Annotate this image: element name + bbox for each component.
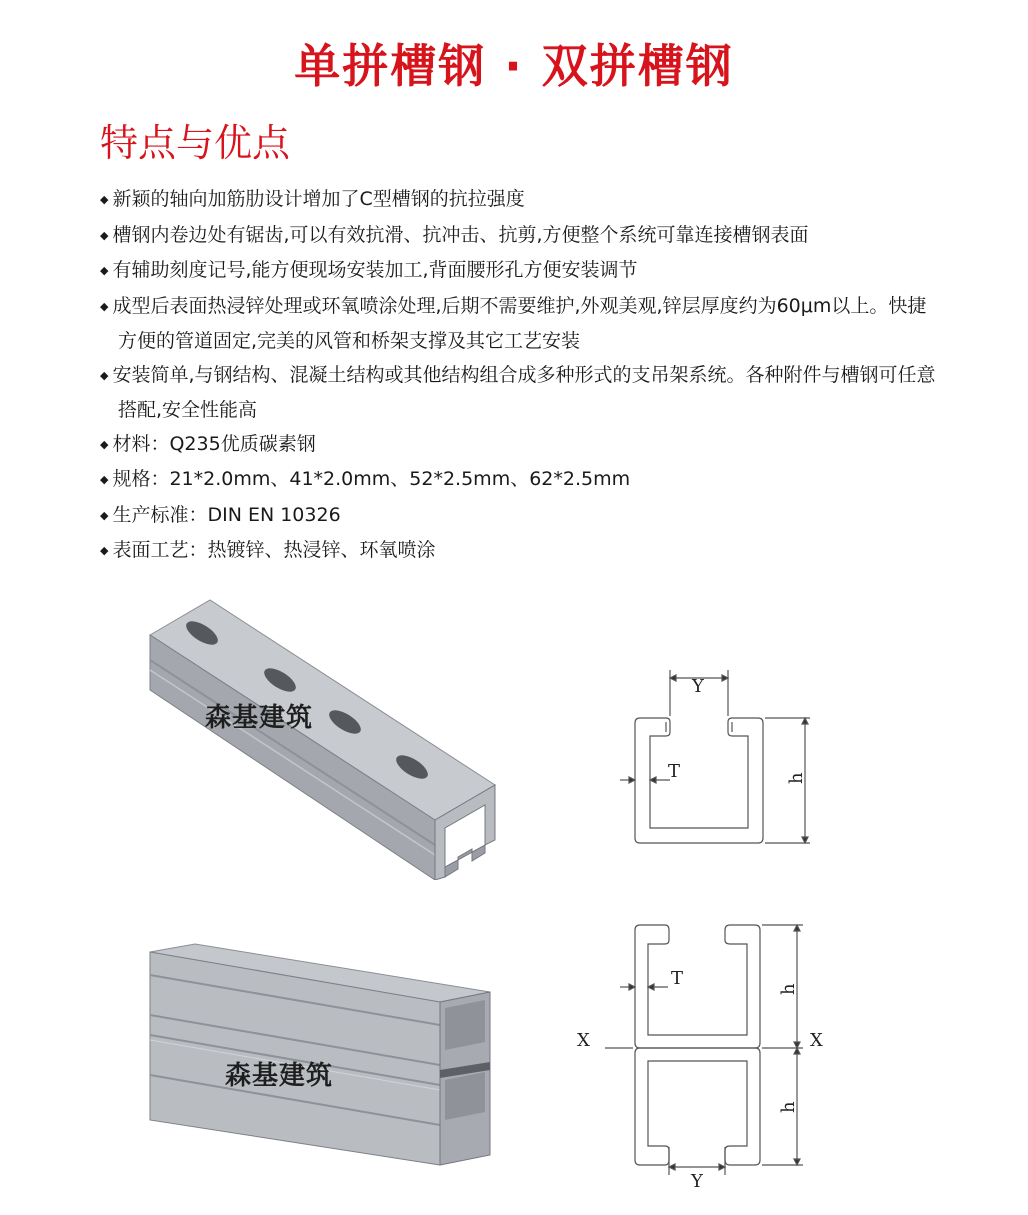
dim-y-label: Y bbox=[691, 1171, 703, 1190]
dim-h-lower-label: h bbox=[778, 1101, 799, 1113]
double-channel-illustration bbox=[140, 930, 500, 1170]
feature-item: ◆ 新颖的轴向加筋肋设计增加了C型槽钢的抗拉强度 bbox=[100, 183, 940, 219]
feature-item: ◆ 安装简单,与钢结构、混凝土结构或其他结构组合成多种形式的支吊架系统。各种附件与槽钢可任意搭配,安全性能高 bbox=[100, 359, 940, 428]
dim-y-label: Y bbox=[692, 676, 704, 697]
feature-item: ◆ 成型后表面热浸锌处理或环氧喷涂处理,后期不需要维护,外观美观,锌层厚度约为60μm以上。快捷方便的管道固定,完美的风管和桥架支撑及其它工艺安装 bbox=[100, 290, 940, 359]
feature-item: ◆ 表面工艺：热镀锌、热浸锌、环氧喷涂 bbox=[100, 534, 940, 570]
dim-h-label: h bbox=[786, 772, 807, 784]
single-channel-diagram bbox=[610, 660, 830, 855]
feature-item: ◆ 槽钢内卷边处有锯齿,可以有效抗滑、抗冲击、抗剪,方便整个系统可靠连接槽钢表面 bbox=[100, 219, 940, 255]
page-title: 单拼槽钢 · 双拼槽钢 bbox=[294, 39, 734, 93]
watermark-single: 森基建筑 bbox=[205, 703, 314, 733]
feature-item: ◆ 生产标准：DIN EN 10326 bbox=[100, 499, 940, 535]
dim-h-upper-label: h bbox=[778, 983, 799, 995]
watermark-double: 森基建筑 bbox=[225, 1061, 334, 1091]
dim-t-label: T bbox=[671, 968, 684, 989]
feature-list bbox=[100, 183, 940, 570]
section-subtitle: 特点与优点 bbox=[100, 121, 291, 165]
single-channel-illustration bbox=[140, 595, 500, 880]
axis-x-right-label: X bbox=[810, 1030, 823, 1051]
feature-item: ◆ 规格：21*2.0mm、41*2.0mm、52*2.5mm、62*2.5mm bbox=[100, 463, 940, 499]
dim-t-label: T bbox=[668, 761, 681, 782]
single-channel-image bbox=[140, 595, 500, 880]
feature-item: ◆ 材料：Q235优质碳素钢 bbox=[100, 428, 940, 464]
feature-item: ◆ 有辅助刻度记号,能方便现场安装加工,背面腰形孔方便安装调节 bbox=[100, 254, 940, 290]
double-channel-diagram bbox=[565, 915, 835, 1190]
axis-x-left-label: X bbox=[577, 1030, 590, 1051]
double-channel-image bbox=[140, 930, 500, 1170]
